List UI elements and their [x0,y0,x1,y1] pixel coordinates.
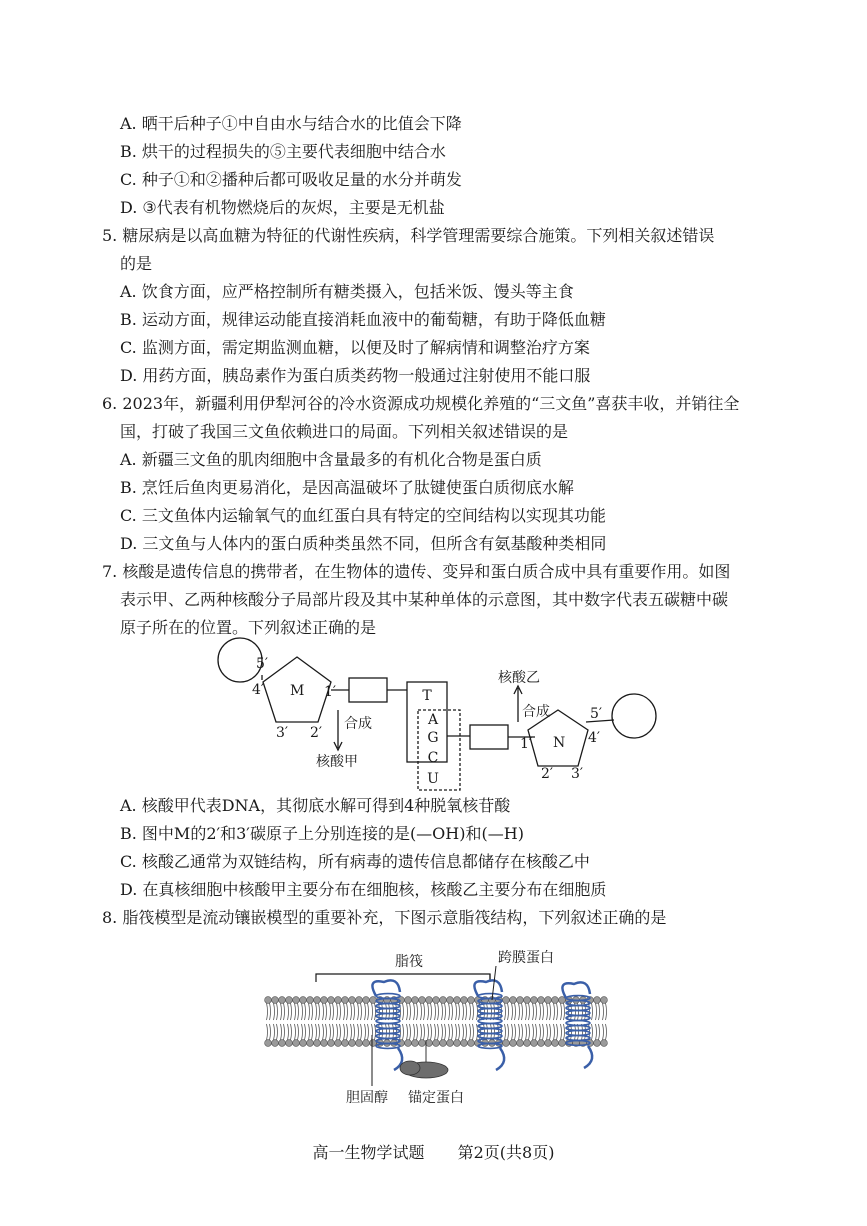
base-a: A [427,712,439,728]
m-label: M [290,683,305,699]
nucleic-a-label: 核酸甲 [316,754,358,770]
m-c2-label: 2′ [310,725,323,741]
q6-stem-cont: 国，打破了我国三文鱼依赖进口的局面。下列相关叙述错误的是 [120,422,569,441]
footer-subject: 高一生物学试题 [312,1143,425,1162]
base-t: T [422,688,432,704]
q7-option-a: A. 核酸甲代表DNA，其彻底水解可得到4种脱氧核苷酸 [120,796,511,815]
m-c1-label: 1′ [324,684,337,700]
anchor-label: 锚定蛋白 [408,1090,464,1106]
lipid-tails [267,1003,607,1040]
n-label: N [553,735,566,751]
q6-option-d: D. 三文鱼与人体内的蛋白质种类虽然不同，但所含有氨基酸种类相同 [120,534,607,553]
m-c5-label: 5′ [256,656,269,672]
q7-option-b: B. 图中M的2′和3′碳原子上分别连接的是(—OH)和(—H) [120,824,524,843]
base-u: U [427,771,439,787]
cholesterol-label: 胆固醇 [346,1090,388,1106]
n-c1-label: 1′ [520,736,533,752]
lipid-heads-bottom [265,1040,608,1047]
q4-option-c: C. 种子①和②播种后都可吸收足量的水分并萌发 [120,170,462,189]
nucleic-acid-diagram [0,630,867,800]
q7-option-c: C. 核酸乙通常为双链结构，所有病毒的遗传信息都储存在核酸乙中 [120,852,590,871]
footer-page: 第2页(共8页) [457,1143,555,1162]
base-g: G [427,730,439,746]
base-box-right [470,725,508,749]
q6-option-b: B. 烹饪后鱼肉更易消化，是因高温破坏了肽键使蛋白质彻底水解 [120,478,574,497]
nucleic-b-label: 核酸乙 [498,670,540,686]
raft-label: 脂筏 [395,954,423,970]
raft-bracket [316,974,490,982]
synth-label-right: 合成 [522,704,550,720]
q4-option-b: B. 烘干的过程损失的⑤主要代表细胞中结合水 [120,142,446,161]
phosphate-circle-right [612,694,656,738]
q6-stem: 6. 2023年，新疆利用伊犁河谷的冷水资源成功规模化养殖的“三文鱼”喜获丰收，并销往全 [102,394,740,413]
q5-stem: 5. 糖尿病是以高血糖为特征的代谢性疾病，科学管理需要综合施策。下列相关叙述错误 [102,226,715,245]
q7-stem-cont-2: 原子所在的位置。下列叙述正确的是 [120,618,377,637]
q6-option-c: C. 三文鱼体内运输氧气的血红蛋白具有特定的空间结构以实现其功能 [120,506,606,525]
q5-option-b: B. 运动方面，规律运动能直接消耗血液中的葡萄糖，有助于降低血糖 [120,310,606,329]
q7-stem: 7. 核酸是遗传信息的携带者，在生物体的遗传、变异和蛋白质合成中具有重要作用。如图 [102,562,731,581]
n-c5-label: 5′ [590,706,603,722]
q7-option-d: D. 在真核细胞中核酸甲主要分布在细胞核，核酸乙主要分布在细胞质 [120,880,607,899]
strand-box-dashed [418,710,460,790]
q5-option-d: D. 用药方面，胰岛素作为蛋白质类药物一般通过注射使用不能口服 [120,366,591,385]
q7-stem-cont-1: 表示甲、乙两种核酸分子局部片段及其中某种单体的示意图，其中数字代表五碳糖中碳 [120,590,729,609]
q5-option-a: A. 饮食方面，应严格控制所有糖类摄入，包括米饭、馒头等主食 [120,282,574,301]
n-c3-label: 3′ [571,766,584,782]
q5-stem-cont: 的是 [120,254,153,273]
q6-option-a: A. 新疆三文鱼的肌肉细胞中含量最多的有机化合物是蛋白质 [120,450,542,469]
n-c4-label: 4′ [588,730,601,746]
q4-option-d: D. ③代表有机物燃烧后的灰烬，主要是无机盐 [120,198,445,217]
lipid-heads-top [265,997,608,1004]
base-box-left [349,678,387,702]
synth-label-left: 合成 [344,716,372,732]
n-c2-label: 2′ [541,766,554,782]
base-c: C [427,750,439,766]
q4-option-a: A. 晒干后种子①中自由水与结合水的比值会下降 [120,114,462,133]
lipid-raft-diagram [0,940,867,1120]
m-c3-label: 3′ [276,725,289,741]
q5-option-c: C. 监测方面，需定期监测血糖，以便及时了解病情和调整治疗方案 [120,338,590,357]
page-footer [0,1140,867,1163]
transmembrane-label: 跨膜蛋白 [498,950,554,966]
transmembrane-proteins [372,980,592,1070]
q8-stem: 8. 脂筏模型是流动镶嵌模型的重要补充，下图示意脂筏结构，下列叙述正确的是 [102,908,667,927]
m-c4-label: 4′ [252,682,265,698]
